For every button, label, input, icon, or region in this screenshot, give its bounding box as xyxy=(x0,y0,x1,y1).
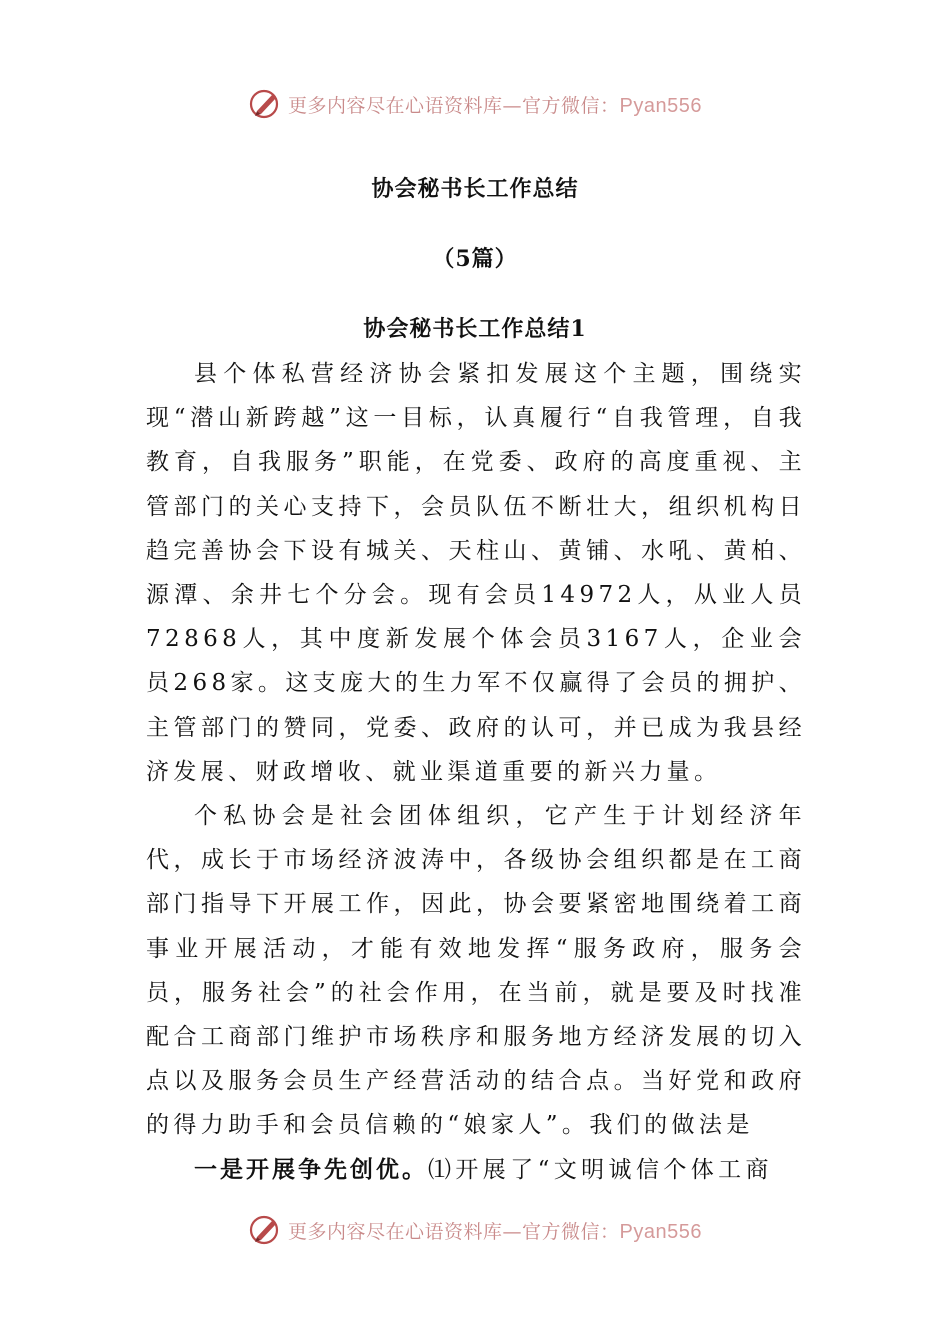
watermark-handle: Pyan556 xyxy=(619,1220,702,1243)
section-title: 协会秘书长工作总结1 xyxy=(363,316,587,342)
pen-logo-icon xyxy=(248,1213,282,1247)
pen-logo-icon xyxy=(248,87,282,121)
watermark-text: 更多内容尽在心语资料库—官方微信：Pyan556 xyxy=(288,94,702,117)
paragraph-3 xyxy=(146,1148,806,1192)
footer-watermark xyxy=(0,1210,950,1250)
paragraph-1: 县个体私营经济协会紧扣发展这个主题，围绕实现“潜山新跨越”这一目标，认真履行“自我管理，自我教育，自我服务”职能，在党委、政府的高度重视、主管部门的关心支持下，会员队伍不断壮大，组织机构日趋完善协会下设有城关、天柱山、黄铺、水吼、黄柏、源潭、余井七个分会。现有会员14972人，从业人员72868人，其中度新发展个体会员3167人，企业会员268家。这支庞大的生力军不仅赢得了会员的拥护、主管部门的赞同，党委、政府的认可，并已成为我县经济发展、财政增收、就业渠道重要的新兴力量。 xyxy=(146,361,806,785)
paragraph-2: 个私协会是社会团体组织，它产生于计划经济年代，成长于市场经济波涛中，各级协会组织都是在工商部门指导下开展工作，因此，协会要紧密地围绕着工商事业开展活动，才能有效地发挥“服务政府，服务会员，服务社会”的社会作用，在当前，就是要及时找准配合工商部门维护市场秩序和服务地方经济发展的切入点以及服务会员生产经营活动的结合点。当好党和政府的得力助手和会员信赖的“娘家人”。我们的做法是 xyxy=(146,803,806,1139)
watermark-handle: Pyan556 xyxy=(619,94,702,117)
header-watermark xyxy=(0,84,950,124)
watermark-text: 更多内容尽在心语资料库—官方微信：Pyan556 xyxy=(288,1220,702,1243)
paragraph-lead: 一是开展争先创优。 xyxy=(194,1155,428,1183)
document-body xyxy=(146,352,806,1192)
article-count: （5篇） xyxy=(432,246,518,272)
document-title: 协会秘书长工作总结 xyxy=(371,176,579,202)
paragraph-3-text: ⑴开展了“文明诚信个体工商 xyxy=(428,1156,773,1183)
